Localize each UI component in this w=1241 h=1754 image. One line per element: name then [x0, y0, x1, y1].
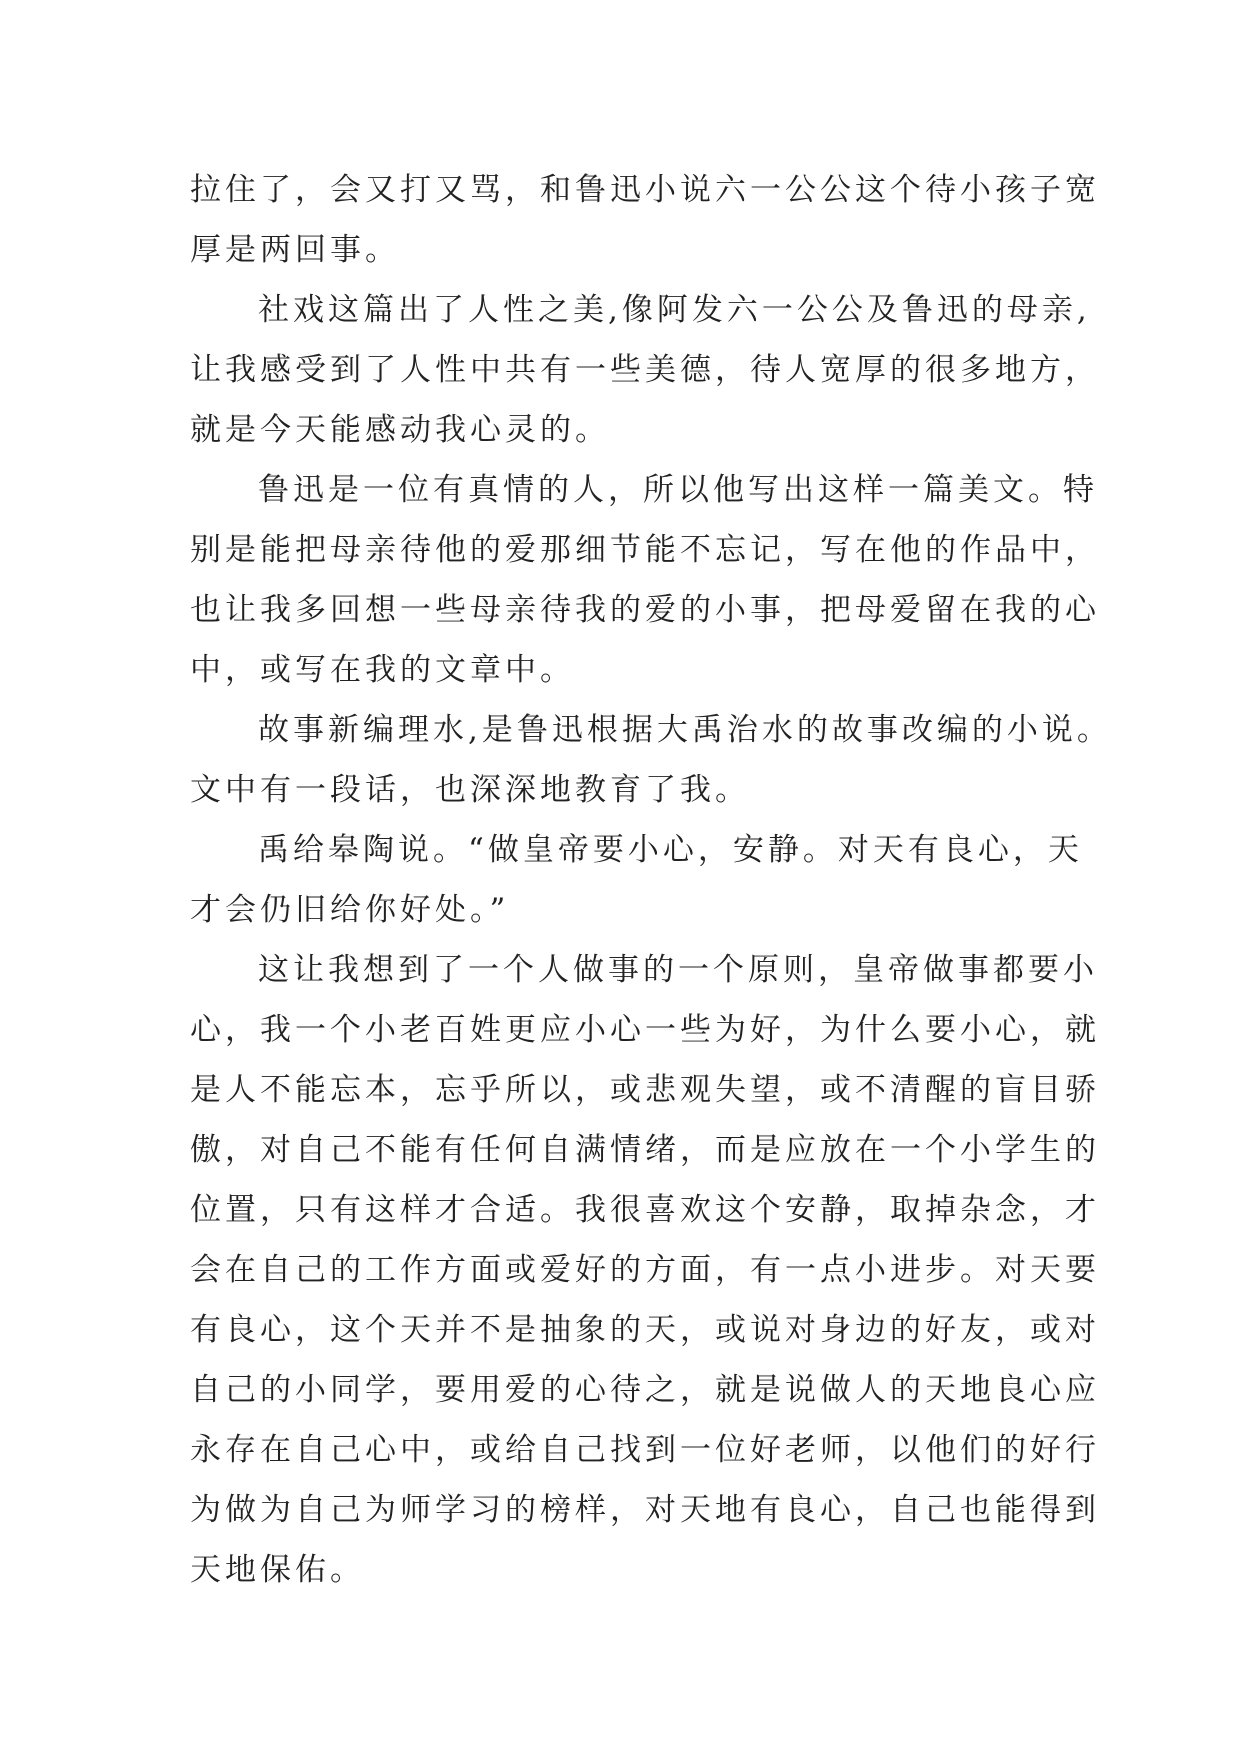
text-line: 也让我多回想一些母亲待我的爱的小事，把母爱留在我的心: [190, 592, 1100, 628]
text-line: 禹给皋陶说。“做皇帝要小心，安静。对天有良心，天: [258, 832, 1083, 868]
text-line: 文中有一段话，也深深地教育了我。: [190, 772, 750, 808]
text-line: 为做为自己为师学习的榜样，对天地有良心，自己也能得到: [190, 1492, 1100, 1528]
text-line: 让我感受到了人性中共有一些美德，待人宽厚的很多地方，: [190, 352, 1100, 388]
text-line: 这让我想到了一个人做事的一个原则，皇帝做事都要小: [258, 952, 1098, 988]
document-body: [190, 160, 1112, 1600]
paragraph-6: [190, 940, 1100, 1600]
text-line: 故事新编理水,是鲁迅根据大禹治水的故事改编的小说。: [258, 712, 1112, 748]
text-line: 位置，只有这样才合适。我很喜欢这个安静，取掉杂念，才: [190, 1192, 1100, 1228]
text-line: 社戏这篇出了人性之美,像阿发六一公公及鲁迅的母亲,: [258, 292, 1091, 328]
text-line: 自己的小同学，要用爱的心待之，就是说做人的天地良心应: [190, 1372, 1100, 1408]
text-line: 心，我一个小老百姓更应小心一些为好，为什么要小心，就: [190, 1012, 1100, 1048]
text-line: 别是能把母亲待他的爱那细节能不忘记，写在他的作品中，: [190, 532, 1100, 568]
paragraph-1: [190, 160, 1100, 280]
paragraph-4: [190, 700, 1112, 820]
text-line: 天地保佑。: [190, 1552, 365, 1588]
text-line: 傲，对自己不能有任何自满情绪，而是应放在一个小学生的: [190, 1132, 1100, 1168]
text-line: 中，或写在我的文章中。: [190, 652, 575, 688]
text-line: 才会仍旧给你好处。”: [190, 892, 510, 928]
paragraph-3: [190, 460, 1100, 700]
text-line: 有良心，这个天并不是抽象的天，或说对身边的好友，或对: [190, 1312, 1100, 1348]
text-line: 厚是两回事。: [190, 232, 400, 268]
text-line: 就是今天能感动我心灵的。: [190, 412, 610, 448]
text-line: 是人不能忘本，忘乎所以，或悲观失望，或不清醒的盲目骄: [190, 1072, 1100, 1108]
text-line: 会在自己的工作方面或爱好的方面，有一点小进步。对天要: [190, 1252, 1100, 1288]
text-line: 永存在自己心中，或给自己找到一位好老师，以他们的好行: [190, 1432, 1100, 1468]
paragraph-2: [190, 280, 1100, 460]
paragraph-5: [190, 820, 1090, 940]
text-line: 鲁迅是一位有真情的人，所以他写出这样一篇美文。特: [258, 472, 1098, 508]
text-line: 拉住了，会又打又骂，和鲁迅小说六一公公这个待小孩子宽: [190, 172, 1100, 208]
